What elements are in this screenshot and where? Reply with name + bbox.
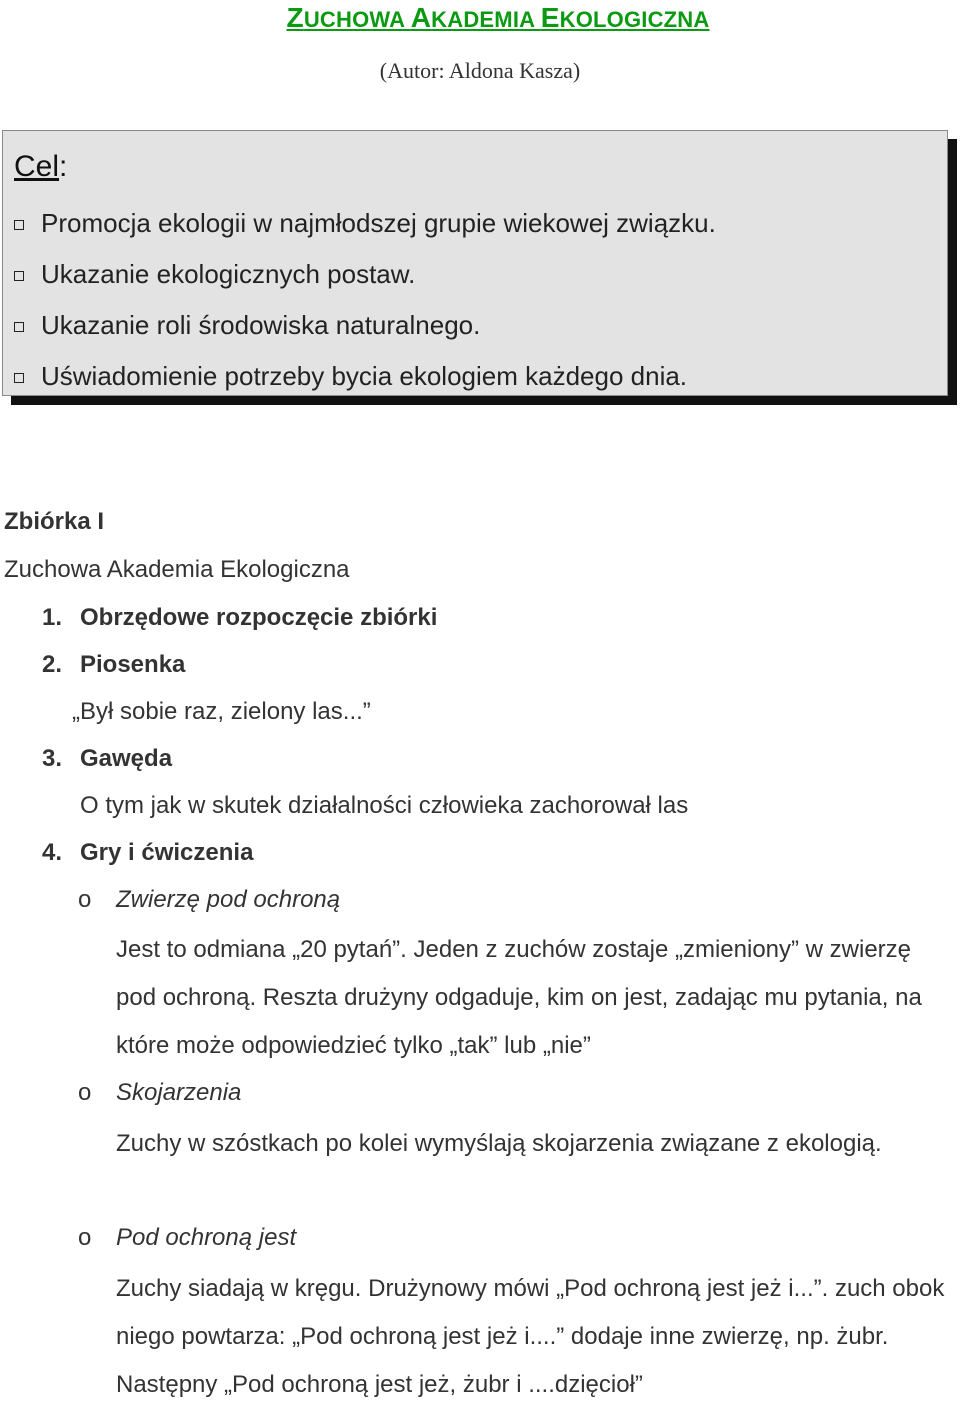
meeting-subtitle: Zuchowa Akademia Ekologiczna [4,556,350,583]
document-title [0,2,960,34]
step-2-detail: „Był sobie raz, zielony las...” [72,698,371,725]
goal-item: Uświadomienie potrzeby bycia ekologiem każdego dnia. [14,356,716,407]
step-3: 3. Gawęda [42,745,173,772]
step-3-detail: O tym jak w skutek działalności człowieka zachorował las [80,792,689,819]
title-word-1: ZUCHOWA [286,2,411,33]
goals-list [14,203,716,407]
author-line: (Autor: Aldona Kasza) [379,58,581,83]
game-name: Skojarzenia [116,1079,242,1106]
game-name: Zwierzę pod ochroną [116,886,341,913]
game-name: Pod ochroną jest [116,1224,297,1251]
goal-item: Promocja ekologii w najmłodszej grupie wiekowej związku. [14,203,716,254]
square-bullet-icon [14,271,24,281]
goals-heading: Cel: [14,150,68,183]
step-1: 1. Obrzędowe rozpoczęcie zbiórki [42,604,438,631]
square-bullet-icon [14,322,24,332]
step-2: 2. Piosenka [42,651,186,678]
square-bullet-icon [14,220,24,230]
game-description: Zuchy siadają w kręgu. Drużynowy mówi „Pod ochroną jest jeż i...”. zuch obok niego powtarza: „Pod ochroną jest jeż i....” dodaje inne zwierzę, np. żubr. Następny „Pod ochroną jest jeż, żubr i ....dzięcioł” [116,1275,945,1398]
game-description: Zuchy w szóstkach po kolei wymyślają skojarzenia związane z ekologią. [116,1130,882,1157]
circle-bullet-icon: o [78,886,92,913]
goal-item: Ukazanie roli środowiska naturalnego. [14,305,716,356]
goal-item: Ukazanie ekologicznych postaw. [14,254,716,305]
circle-bullet-icon: o [78,1079,92,1106]
meeting-name: Zbiórka I [4,508,105,535]
title-word-2: AKADEMIA [410,2,541,33]
circle-bullet-icon: o [78,1224,92,1251]
square-bullet-icon [14,373,24,383]
game-description: Jest to odmiana „20 pytań”. Jeden z zuchów zostaje „zmieniony” w zwierzę pod ochroną. Reszta drużyny odgaduje, kim on jest, zadając mu pytania, na które może odpowiedzieć tylko „tak” lub „nie” [116,936,922,1059]
step-4: 4. Gry i ćwiczenia [42,839,254,866]
title-word-3: EKOLOGICZNA [540,2,710,33]
